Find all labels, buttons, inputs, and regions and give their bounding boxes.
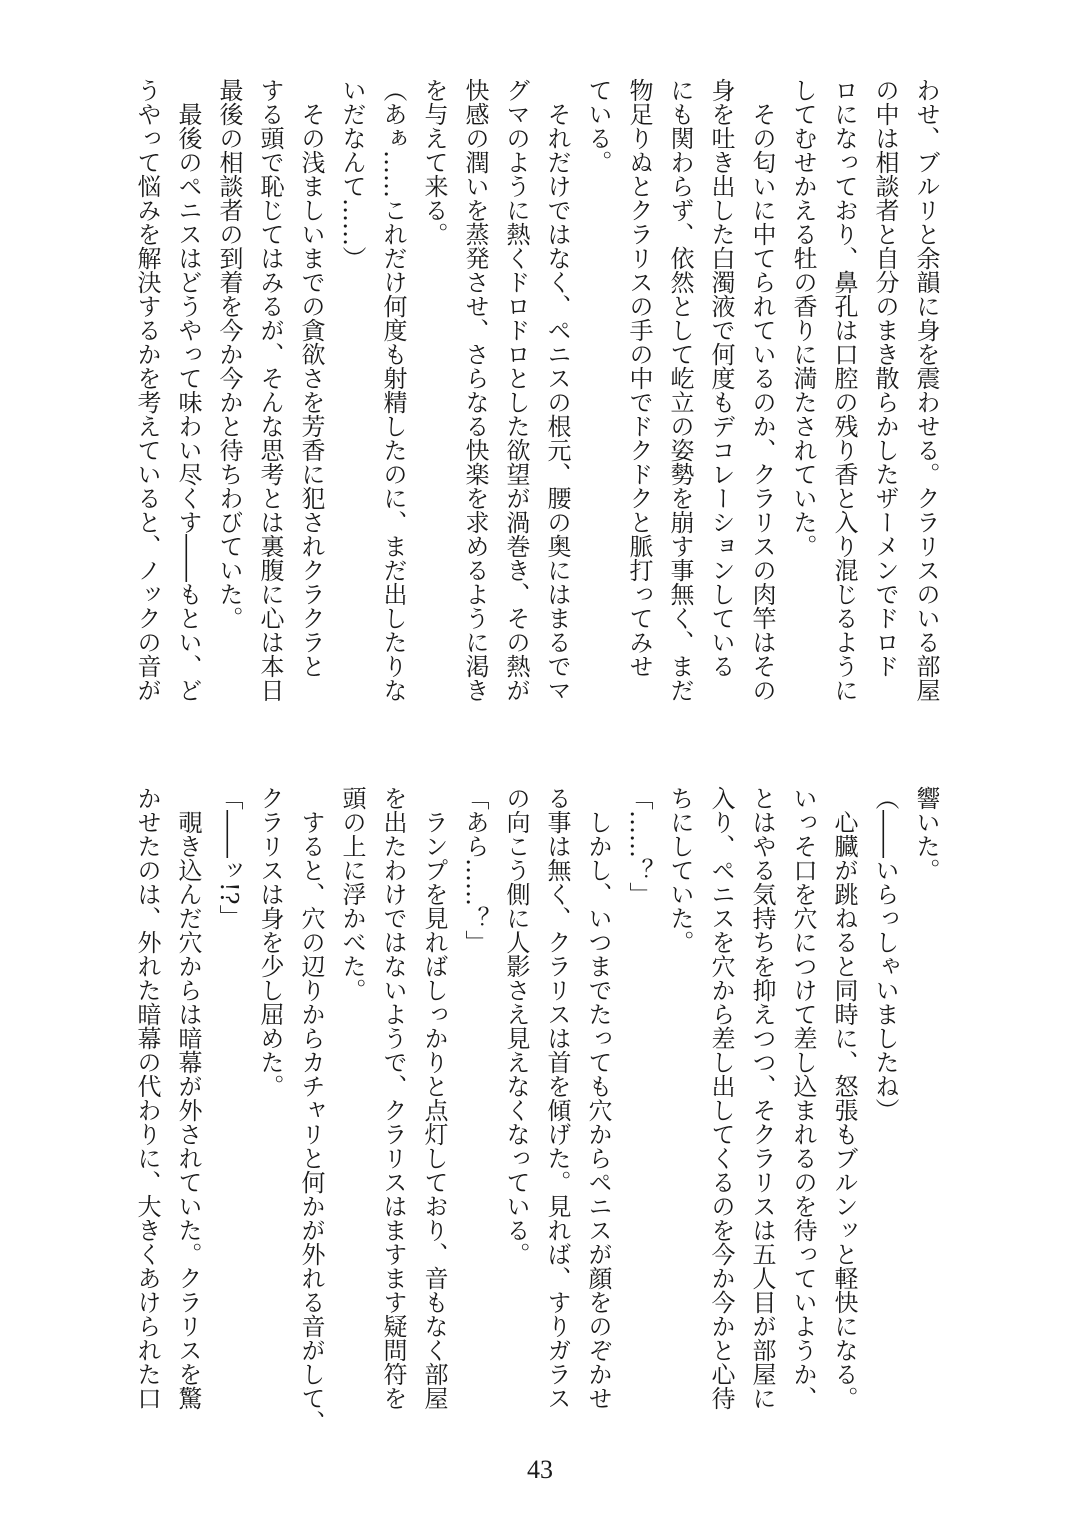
text-column: いだなんて……） (338, 78, 366, 270)
text-column: 「――ッ!?」 (215, 786, 243, 929)
text-column: 入り、ペニスを穴から差し出してくるのを今か今かと心待 (707, 786, 735, 1410)
text-column: その浅ましいまでの貪欲さを芳香に犯されクラクラと (297, 78, 325, 678)
lower-text-block (126, 786, 946, 1434)
text-column: ちにしていた。 (666, 786, 694, 954)
text-column: その匂いに中てられているのか、クラリスの肉竿はその (748, 78, 776, 702)
text-column: クラリスは身を少し屈めた。 (256, 786, 284, 1098)
text-column: にも関わらず、依然として屹立の姿勢を崩す事無く、まだ (666, 78, 694, 702)
text-column: しかし、いつまでたっても穴からペニスが顔をのぞかせ (584, 786, 612, 1410)
text-column: 覗き込んだ穴からは暗幕が外されていた。クラリスを驚 (174, 786, 202, 1410)
text-column: わせ、ブルリと余韻に身を震わせる。クラリスのいる部屋 (912, 78, 940, 702)
text-column: 心臓が跳ねると同時に、怒張もブルンッと軽快になる。 (830, 786, 858, 1410)
text-column: る事は無く、クラリスは首を傾げた。見れば、すりガラス (543, 786, 571, 1410)
page-number: 43 (527, 1455, 553, 1484)
text-column: すると、穴の辺りからカチャリと何かが外れる音がして、 (297, 786, 325, 1434)
text-column: とはやる気持ちを抑えつつ、そクラリスは五人目が部屋に (748, 786, 776, 1410)
text-column: の向こう側に人影さえ見えなくなっている。 (502, 786, 530, 1266)
text-column: 「……？」 (625, 786, 653, 906)
text-column: （あぁ……これだけ何度も射精したのに、まだ出したりな (379, 78, 407, 702)
text-column: ランプを見ればしっかりと点灯しており、音もなく部屋 (420, 786, 448, 1410)
text-column: 最後の相談者の到着を今か今かと待ちわびていた。 (215, 78, 243, 630)
text-column: を出たわけではないようで、クラリスはますます疑問符を (379, 786, 407, 1410)
text-column: いっそ口を穴につけて差し込まれるのを待っていようか、 (789, 786, 817, 1410)
text-column: うやって悩みを解決するかを考えていると、ノックの音が (133, 78, 161, 702)
text-column: ている。 (584, 78, 612, 174)
text-column: 「あら……？」 (461, 786, 489, 954)
text-column: してむせかえる牡の香りに満たされていた。 (789, 78, 817, 558)
text-column: グマのように熱くドロドロとした欲望が渦巻き、その熱が (502, 78, 530, 702)
text-column: 頭の上に浮かべた。 (338, 786, 366, 1002)
text-column: （――いらっしゃいましたね） (871, 786, 899, 1122)
text-column: を与えて来る。 (420, 78, 448, 246)
text-column: それだけではなく、ペニスの根元、腰の奥にはまるでマ (543, 78, 571, 702)
text-column: 響いた。 (912, 786, 940, 882)
text-column: かせたのは、外れた暗幕の代わりに、大きくあけられた口 (133, 786, 161, 1410)
text-column: 快感の潤いを蒸発させ、さらなる快楽を求めるように渇き (461, 78, 489, 702)
text-column: ロになっており、鼻孔は口腔の残り香と入り混じるように (830, 78, 858, 702)
upper-text-block (126, 78, 946, 718)
text-column: する頭で恥じてはみるが、そんな思考とは裏腹に心は本日 (256, 78, 284, 702)
text-column: 身を吐き出した白濁液で何度もデコレーションしている (707, 78, 735, 678)
text-column: 物足りぬとクラリスの手の中でドクドクと脈打ってみせ (625, 78, 653, 678)
text-column: 最後のペニスはどうやって味わい尽くす――もとい、ど (174, 78, 202, 702)
text-column: の中は相談者と自分のまき散らかしたザーメンでドロド (871, 78, 899, 678)
